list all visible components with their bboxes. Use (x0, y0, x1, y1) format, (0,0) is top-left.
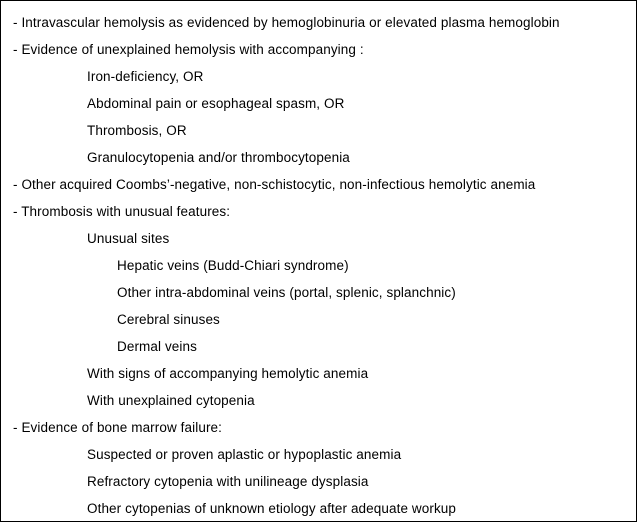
document-line: Refractory cytopenia with unilineage dysplasia (87, 474, 369, 489)
document-line: - Intravascular hemolysis as evidenced by hemoglobinuria or elevated plasma hemoglobin (13, 15, 560, 30)
document-line: Other intra-abdominal veins (portal, splenic, splanchnic) (117, 285, 456, 300)
document-line: - Evidence of bone marrow failure: (13, 420, 222, 435)
document-line: Unusual sites (87, 231, 170, 246)
document-line: Hepatic veins (Budd-Chiari syndrome) (117, 258, 349, 273)
document-line: - Evidence of unexplained hemolysis with accompanying : (13, 42, 364, 57)
document-line: With signs of accompanying hemolytic anemia (87, 366, 369, 381)
document-line: - Thrombosis with unusual features: (13, 204, 231, 219)
document-line: Iron-deficiency, OR (87, 69, 204, 84)
document-line: Other cytopenias of unknown etiology after adequate workup (87, 501, 457, 516)
document-line: Thrombosis, OR (87, 123, 187, 138)
document-line: Cerebral sinuses (117, 312, 220, 327)
document-line: With unexplained cytopenia (87, 393, 255, 408)
document-line: Dermal veins (117, 339, 197, 354)
document-line: Suspected or proven aplastic or hypoplastic anemia (87, 447, 402, 462)
document-line: Granulocytopenia and/or thrombocytopenia (87, 150, 350, 165)
document-line: Abdominal pain or esophageal spasm, OR (87, 96, 345, 111)
document-line-list (9, 9, 628, 522)
document-line: - Other acquired Coombs’-negative, non-schistocytic, non-infectious hemolytic anemia (13, 177, 536, 192)
